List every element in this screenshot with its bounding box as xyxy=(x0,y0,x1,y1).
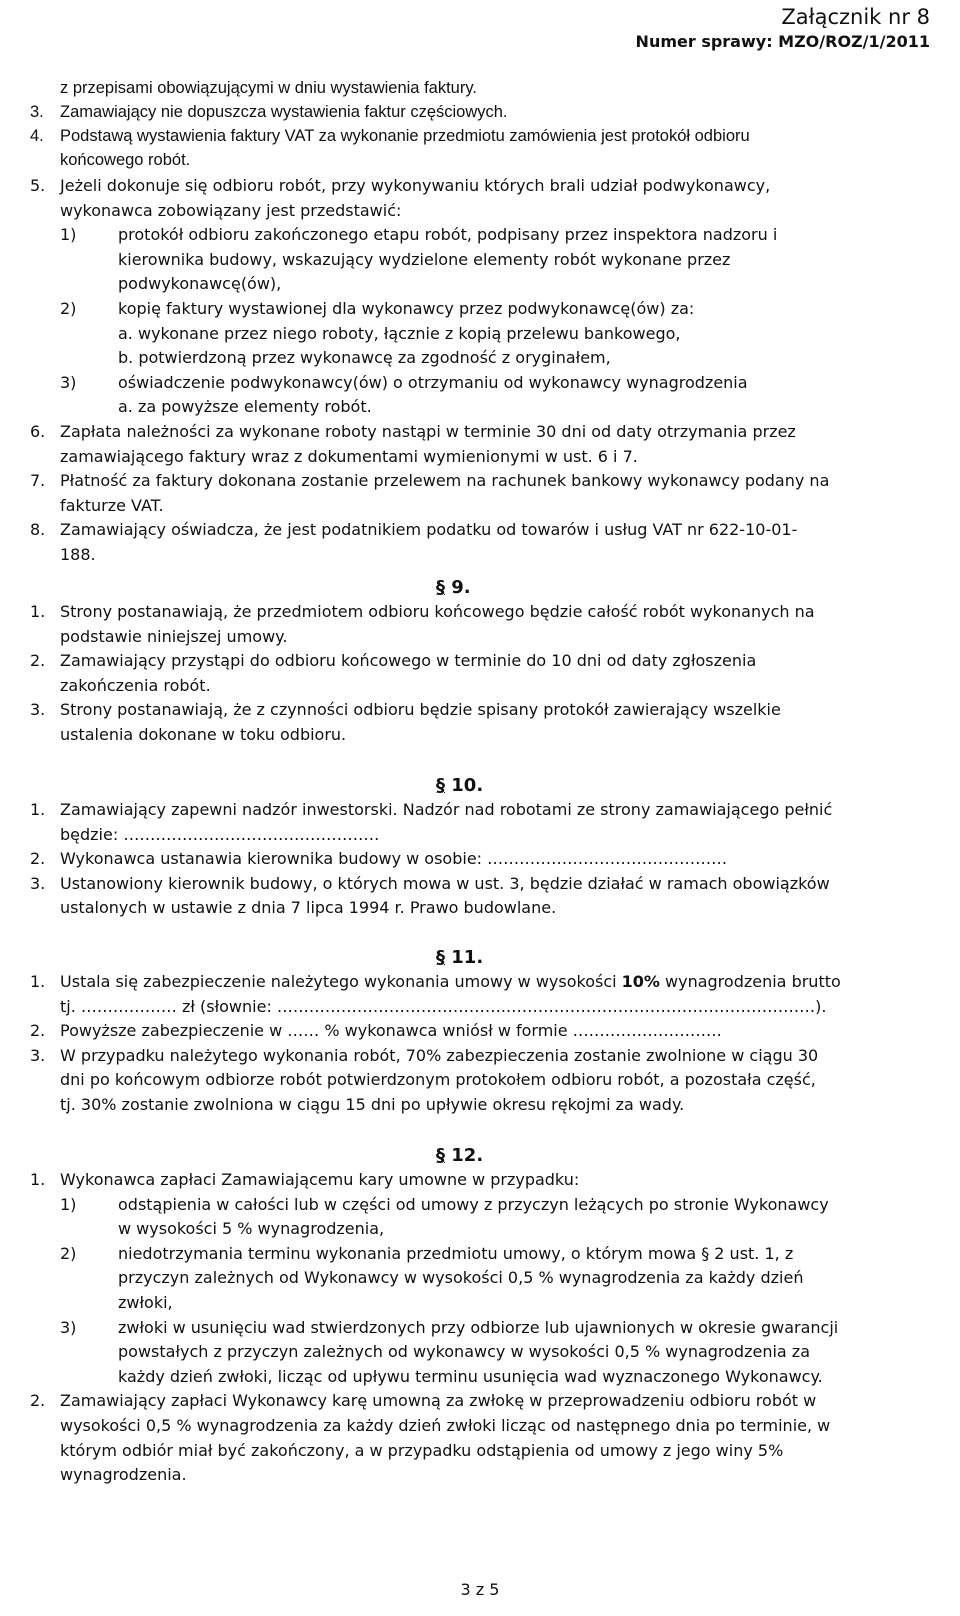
sub-item: 1) protokół odbioru zakończonego etapu robót, podpisany przez inspektora nadzoru i xyxy=(60,225,778,245)
section-symbol: § xyxy=(436,577,445,598)
list-item-continuation: końcowego robót. xyxy=(60,151,191,169)
case-number: Numer sprawy: MZO/ROZ/1/2011 xyxy=(635,32,930,51)
section-12-body: 1. Wykonawca zapłaci Zamawiającemu kary umowne w przypadku: 1) odstąpienia w całości lub w części od umowy z przyczyn leżących po stronie Wykonawcy w wysokości 5 % wynagrodzenia, 2) niedotrzymania terminu wykonania przedmiotu umowy, o którym mowa § 2 ust. 1, z przyczyn zależnych od Wykonawcy w wysokości 0,5 % wynagrodzenia za każdy dzień zwłoki, 3) zwłoki w usunięciu wad stwierdzonych przy odbiorze lub ujawnionych w okresie gwarancji powstałych z przyczyn zależnych od wykonawcy w wysokości 0,5 % wynagrodzenia za każdy dzień zwłoki, licząc od upływu terminu usunięcia wad wyznaczonego Wykonawcy. 2. Zamawiający zapłaci Wykonawcy karę umowną za zwłokę w przeprowadzeniu odbioru robót w wysokości 0,5 % wynagrodzenia za każdy dzień zwłoki licząc od następnego dnia po terminie, w którym odbiór miał być zakończony, a w przypadku odstąpienia od umowy z jego winy 5% wynagrodzenia. xyxy=(30,1168,940,1488)
sub-item: 3) zwłoki w usunięciu wad stwierdzonych przy odbiorze lub ujawnionych w okresie gwarancji xyxy=(60,1317,839,1337)
payment-terms-list xyxy=(30,76,930,172)
page-header xyxy=(636,4,930,53)
list-item: 7. Płatność za faktury dokonana zostanie przelewem na rachunek bankowy wykonawcy podany na xyxy=(30,471,830,491)
list-item: 5. Jeżeli dokonuje się odbioru robót, przy wykonywaniu których brali udział podwykonawcy, xyxy=(30,176,771,195)
section-symbol: § xyxy=(436,1145,445,1166)
section-heading-11 xyxy=(436,946,483,970)
sub-item: 2) niedotrzymania terminu wykonania przedmiotu umowy, o którym mowa § 2 ust. 1, z xyxy=(60,1243,794,1263)
subcontractor-clause: 5. Jeżeli dokonuje się odbioru robót, przy wykonywaniu których brali udział podwykonawcy, wykonawca zobowiązany jest przedstawić: 1) protokół odbioru zakończonego etapu robót, podpisany przez inspektora nadzoru i kierownika budowy, wskazujący wydzielone elementy robót wykonane przez podwykonawcę(ów), 2) kopię faktury wystawionej dla wykonawcy przez podwykonawcę(ów) za: a. wykonane przez niego roboty, łącznie z kopią przelewu bankowego, b. potwierdzoną przez wykonawcę za zgodność z oryginałem, 3) oświadczenie podwykonawcy(ów) o otrzymaniu od wykonawcy wynagrodzenia a. za powyższe elementy robót. 6. Zapłata należności za wykonane roboty nastąpi w terminie 30 dni od daty otrzymania przez zamawiającego faktury wraz z dokumentami wymienionymi w ust. 6 i 7. 7. Płatność za faktury dokonana zostanie przelewem na rachunek bankowy wykonawcy podany na fakturze VAT. 8. Zamawiający oświadcza, że jest podatnikiem podatku od towarów i usług VAT nr 622-10-01- 188. xyxy=(30,174,940,568)
list-item: 1. Zamawiający zapewni nadzór inwestorski. Nadzór nad robotami ze strony zamawiającego pełnić xyxy=(30,800,833,819)
attachment-title: Załącznik nr 8 xyxy=(781,5,930,29)
list-item: 2. Wykonawca ustanawia kierownika budowy w osobie: ……………………………………… xyxy=(30,849,728,869)
section-heading-12 xyxy=(436,1144,483,1168)
sub-item: 2) kopię faktury wystawionej dla wykonawcy przez podwykonawcę(ów) za: xyxy=(60,298,695,318)
section-heading-10 xyxy=(436,774,483,798)
list-item: 2. Powyższe zabezpieczenie w …… % wykonawca wniósł w formie ………………………. xyxy=(30,1021,722,1041)
section-symbol: § xyxy=(436,947,445,968)
list-item: 2. Zamawiający przystąpi do odbioru końcowego w terminie do 10 dni od daty zgłoszenia xyxy=(30,651,757,671)
sub-item: 3) oświadczenie podwykonawcy(ów) o otrzymaniu od wykonawcy wynagrodzenia xyxy=(60,372,748,392)
section-10-body: 1. Zamawiający zapewni nadzór inwestorski. Nadzór nad robotami ze strony zamawiającego pełnić będzie: ………………………………………… 2. Wykonawca ustanawia kierownika budowy w osobie: ……………………………………… 3. Ustanowiony kierownik budowy, o których mowa w ust. 3, będzie działać w ramach obowiązków ustalonych w ustawie z dnia 7 lipca 1994 r. Prawo budowlane. xyxy=(30,798,940,921)
security-percentage: 10% xyxy=(621,972,660,991)
section-number: 11. xyxy=(451,947,484,968)
list-item: 1. Ustala się zabezpieczenie należytego wykonania umowy w wysokości 10% wynagrodzenia brutto xyxy=(30,972,841,991)
list-item: 2. Zamawiający zapłaci Wykonawcy karę umowną za zwłokę w przeprowadzeniu odbioru robót w xyxy=(30,1391,817,1411)
section-number: 10. xyxy=(451,775,484,796)
list-item: 6. Zapłata należności za wykonane roboty nastąpi w terminie 30 dni od daty otrzymania przez xyxy=(30,421,796,441)
page-number: 3 z 5 xyxy=(460,1580,500,1599)
list-item: 3. Ustanowiony kierownik budowy, o których mowa w ust. 3, będzie działać w ramach obowiązków xyxy=(30,873,830,893)
list-item: 8. Zamawiający oświadcza, że jest podatnikiem podatku od towarów i usług VAT nr 622-10-01- xyxy=(30,520,798,540)
section-9-body: 1. Strony postanawiają, że przedmiotem odbioru końcowego będzie całość robót wykonanych na podstawie niniejszej umowy. 2. Zamawiający przystąpi do odbioru końcowego w terminie do 10 dni od daty zgłoszenia zakończenia robót. 3. Strony postanawiają, że z czynności odbioru będzie spisany protokół zawierający wszelkie ustalenia dokonane w toku odbioru. xyxy=(30,600,940,748)
section-number: 12. xyxy=(451,1145,484,1166)
list-item: 3. Strony postanawiają, że z czynności odbioru będzie spisany protokół zawierający wszelkie xyxy=(30,700,781,720)
section-heading-9 xyxy=(436,576,471,600)
section-11-body: 1. Ustala się zabezpieczenie należytego wykonania umowy w wysokości 10% wynagrodzenia brutto tj. ……………… zł (słownie: ……………………………………..…………………………………………………). 2. Powyższe zabezpieczenie w …… % wykonawca wniósł w formie ………………………. 3. W przypadku należytego wykonania robót, 70% zabezpieczenia zostanie zwolnione w ciągu 30 dni po końcowym odbiorze robót potwierdzonym protokołem odbioru robót, a pozostała część, tj. 30% zostanie zwolniona w ciągu 15 dni po upływie okresu rękojmi za wady. xyxy=(30,970,940,1118)
list-item: 1. Wykonawca zapłaci Zamawiającemu kary umowne w przypadku: xyxy=(30,1170,580,1189)
sub-item: 1) odstąpienia w całości lub w części od umowy z przyczyn leżących po stronie Wykonawcy xyxy=(60,1194,829,1214)
section-symbol: § xyxy=(436,775,445,796)
section-number: 9. xyxy=(451,577,471,598)
list-item: 3. Zamawiający nie dopuszcza wystawienia faktur częściowych. xyxy=(30,103,508,121)
list-item: z przepisami obowiązującymi w dniu wystawienia faktury. xyxy=(60,79,477,97)
list-item: 4. Podstawą wystawienia faktury VAT za wykonanie przedmiotu zamówienia jest protokół odbioru xyxy=(30,127,750,145)
list-item: 3. W przypadku należytego wykonania robót, 70% zabezpieczenia zostanie zwolnione w ciągu 30 xyxy=(30,1045,819,1065)
list-item: 1. Strony postanawiają, że przedmiotem odbioru końcowego będzie całość robót wykonanych na xyxy=(30,602,815,621)
